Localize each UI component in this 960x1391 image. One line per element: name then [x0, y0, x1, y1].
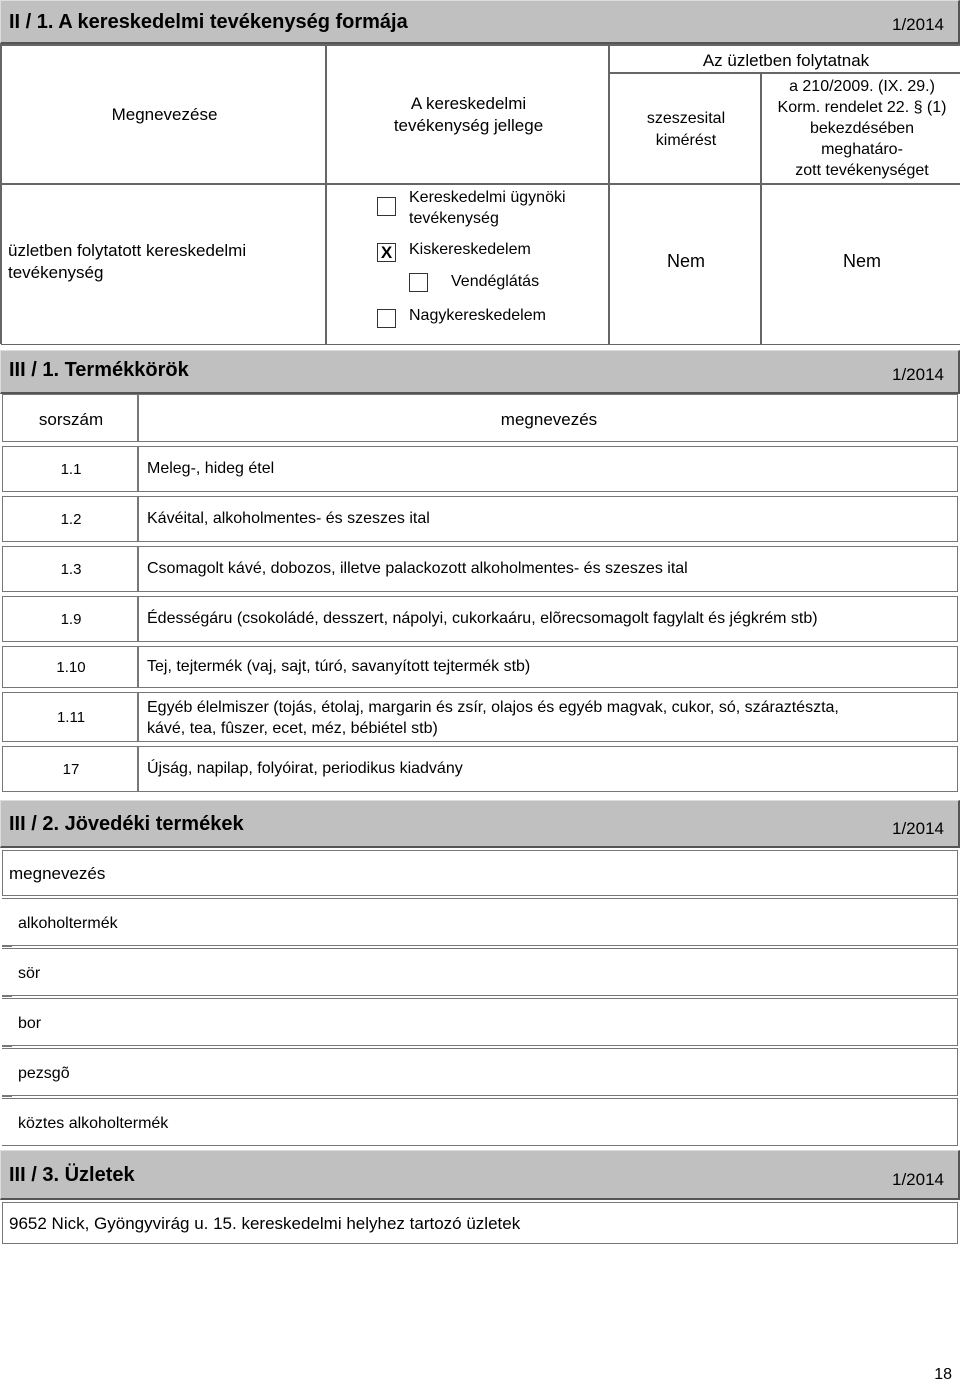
row-name-cell — [1, 184, 326, 345]
product-row-name — [138, 446, 958, 492]
shops-text: 9652 Nick, Gyöngyvirág u. 15. kereskedelmi helyhez tartozó üzletek — [9, 1214, 521, 1233]
product-num: 1.3 — [60, 561, 82, 578]
checkbox-agent[interactable] — [377, 197, 396, 216]
header-rule-2: Korm. rendelet 22. § (1) — [777, 99, 947, 116]
product-num: 17 — [62, 761, 80, 778]
row-rule-cell — [761, 184, 960, 345]
section-year: 1/2014 — [892, 15, 944, 34]
activity-form-table — [0, 44, 960, 344]
row-alcohol-cell — [609, 184, 761, 345]
product-name: Édességáru (csokoládé, desszert, nápolyi, cukorkaáru, elõrecsomagolt fagylalt és jégkrém stb) — [147, 610, 818, 627]
col-num-label: sorszám — [38, 410, 104, 429]
section-header-iii3 — [0, 1150, 960, 1200]
header-type-2: tevékenység jellege — [393, 116, 544, 135]
row-name-2: tevékenység — [8, 263, 104, 282]
excise-name: alkoholtermék — [18, 915, 118, 932]
products-col-name-header — [138, 394, 958, 442]
product-name: Egyéb élelmiszer (tojás, étolaj, margarin és zsír, olajos és egyéb magvak, cukor, só, száraztészta, — [147, 699, 839, 716]
excise-row — [2, 1048, 958, 1096]
option-catering: Vendéglátás — [451, 273, 540, 290]
excise-name: bor — [18, 1015, 42, 1032]
section-year: 1/2014 — [892, 819, 944, 838]
product-row-name — [138, 596, 958, 642]
header-rule-cell — [761, 73, 960, 184]
section-title: III / 1. Termékkörök — [9, 359, 189, 381]
excise-row — [2, 998, 958, 1046]
excise-name: pezsgõ — [18, 1065, 70, 1082]
product-num: 1.11 — [56, 709, 86, 726]
header-rule-1: a 210/2009. (IX. 29.) — [789, 78, 935, 95]
section-header-ii1 — [0, 0, 960, 44]
product-row-name — [138, 646, 958, 688]
excise-row — [2, 948, 958, 996]
header-name-cell — [1, 45, 326, 184]
page-number: 18 — [934, 1366, 952, 1383]
product-name: Újság, napilap, folyóirat, periodikus kiadvány — [147, 760, 463, 777]
row-divider — [2, 996, 12, 997]
product-name: Csomagolt kávé, dobozos, illetve palackozott alkoholmentes- és szeszes ital — [147, 560, 688, 577]
product-row-name — [138, 692, 958, 742]
header-alcohol-1: szeszesital — [646, 110, 726, 127]
excise-name: köztes alkoholtermék — [18, 1115, 169, 1132]
rule-value: Nem — [842, 251, 881, 271]
option-wholesale: Nagykereskedelem — [409, 307, 546, 324]
row-divider — [2, 1046, 12, 1047]
group-header-cell — [609, 45, 960, 73]
group-header: Az üzletben folytatnak — [702, 51, 870, 70]
section-title: II / 1. A kereskedelmi tevékenység formája — [9, 11, 408, 33]
product-row-num — [2, 496, 138, 542]
header-alcohol-cell — [609, 73, 761, 184]
excise-col-label: megnevezés — [9, 864, 106, 883]
section-title: III / 3. Üzletek — [9, 1164, 135, 1186]
excise-row — [2, 898, 958, 946]
header-alcohol-2: kimérést — [655, 132, 717, 149]
row-name-1: üzletben folytatott kereskedelmi — [8, 241, 247, 260]
section-header-iii1 — [0, 350, 960, 394]
product-row-num — [2, 646, 138, 688]
product-row-name — [138, 546, 958, 592]
excise-row — [2, 1098, 958, 1146]
section-year: 1/2014 — [892, 1170, 944, 1189]
product-row-name — [138, 496, 958, 542]
alcohol-value: Nem — [666, 251, 705, 271]
excise-name: sör — [18, 965, 41, 982]
section-year: 1/2014 — [892, 365, 944, 384]
checkbox-wholesale[interactable] — [377, 309, 396, 328]
product-name: Tej, tejtermék (vaj, sajt, túró, savanyított tejtermék stb) — [147, 658, 531, 675]
row-divider — [2, 1096, 12, 1097]
option-retail: Kiskereskedelem — [409, 241, 531, 258]
product-row-num — [2, 596, 138, 642]
header-rule-3: bekezdésében — [809, 120, 915, 137]
product-num: 1.1 — [60, 461, 82, 478]
product-row-name — [138, 746, 958, 792]
section-title: III / 2. Jövedéki termékek — [9, 813, 244, 835]
product-name: Kávéital, alkoholmentes- és szeszes ital — [147, 510, 430, 527]
section-header-iii2 — [0, 800, 960, 848]
excise-col-header — [2, 850, 958, 896]
row-divider — [2, 946, 12, 947]
option-agent-1: Kereskedelmi ügynöki — [409, 189, 566, 206]
product-num: 1.2 — [60, 511, 82, 528]
products-col-num-header — [2, 394, 138, 442]
product-name-line2: kávé, tea, fûszer, ecet, méz, bébiétel stb) — [147, 720, 438, 737]
product-row-num — [2, 446, 138, 492]
product-row-num — [2, 746, 138, 792]
product-num: 1.9 — [60, 611, 82, 628]
header-rule-5: zott tevékenységet — [795, 162, 929, 179]
header-type-cell — [326, 45, 609, 184]
row-type-cell — [326, 184, 609, 345]
checkbox-catering[interactable] — [409, 273, 428, 292]
shops-box — [2, 1202, 958, 1244]
product-row-num — [2, 546, 138, 592]
option-agent-2: tevékenység — [409, 210, 499, 227]
header-rule-4: meghatáro- — [821, 141, 903, 158]
checkbox-retail[interactable]: X — [377, 243, 396, 262]
header-type-1: A kereskedelmi — [410, 94, 527, 113]
product-row-num — [2, 692, 138, 742]
product-name: Meleg-, hideg étel — [147, 460, 275, 477]
product-num: 1.10 — [56, 659, 86, 676]
col-name-label: megnevezés — [500, 410, 598, 429]
header-name: Megnevezése — [111, 105, 218, 124]
